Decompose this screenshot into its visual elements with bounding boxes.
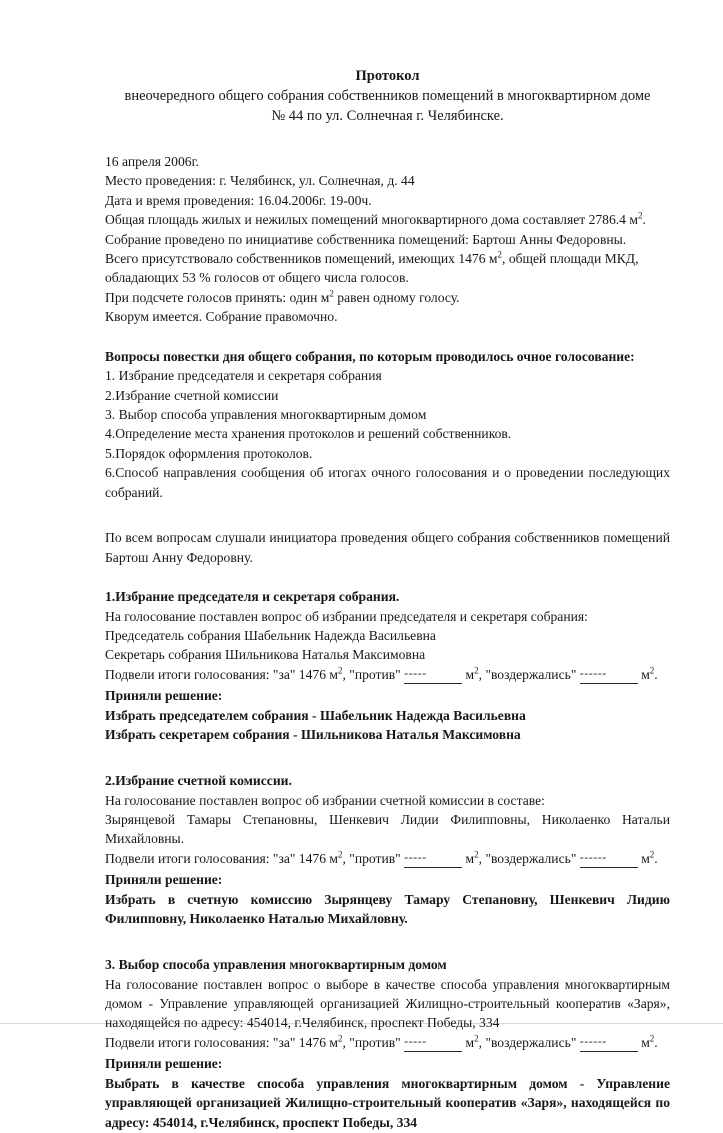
- total-area-suffix: .: [642, 212, 646, 228]
- unit-m: м: [641, 1034, 650, 1050]
- section-2-heading: 2.Избрание счетной комиссии.: [105, 772, 292, 788]
- section-3-heading: 3. Выбор способа управления многоквартирным домом: [105, 956, 447, 972]
- attendance-text-1: Всего присутствовало собственников помещений, имеющих 1476 м: [105, 251, 498, 267]
- section-3-decision-label: Приняли решение:: [105, 1056, 223, 1072]
- total-area: [105, 210, 670, 229]
- vote-rule: [105, 288, 670, 307]
- meeting-place: Место проведения: г. Челябинск, ул. Солнечная, д. 44: [105, 173, 415, 189]
- unit-m: м: [465, 666, 475, 682]
- quorum-line: Кворум имеется. Собрание правомочно.: [105, 309, 338, 325]
- section-3-question: На голосование поставлен вопрос о выборе в качестве способа управления многоквартирным домом - Управление управляющей организацией Жилищно-строительный кооператив «Заря», находящейся по адресу: 454014, г.Челябинск, проспект Победы, 334: [105, 976, 670, 1031]
- section-3-decision: Выбрать в качестве способа управления многоквартирным домом - Управление управляющей организацией Жилищно-строительный кооператив «Заря», находящейся по адресу: 454014, г.Челябинск, проспект Победы, 334: [105, 1075, 670, 1130]
- total-area-superscript: 2: [637, 210, 643, 221]
- vote-against-label: , "против": [342, 666, 401, 682]
- section-2-decision: Избрать в счетную комиссию Зырянцеву Тамару Степановну, Шенкевич Лидию Филипповну, Николаенко Наталью Михайловну.: [105, 891, 670, 927]
- unit-superscript: 2: [474, 1033, 479, 1044]
- section-1-vote-results: [105, 665, 670, 686]
- vote-superscript: 2: [338, 849, 343, 860]
- document-subtitle: [105, 86, 670, 126]
- attendance-line: [105, 249, 670, 268]
- vote-superscript: 2: [338, 665, 343, 676]
- section-2-question: На голосование поставлен вопрос об избрании счетной комиссии в составе:: [105, 792, 545, 808]
- vote-against-unit: [466, 1035, 479, 1050]
- initiator-line: Собрание проведено по инициативе собственника помещений: Бартош Анны Федоровны.: [105, 231, 627, 247]
- vote-abstained-label: , "воздержались": [478, 1034, 577, 1050]
- section-2-vote-results: [105, 849, 670, 870]
- agenda-item-4: 4.Определение места хранения протоколов и решений собственников.: [105, 426, 512, 442]
- unit-superscript: 2: [474, 849, 479, 860]
- vote-against-unit: [466, 667, 479, 682]
- vote-against-unit: [466, 851, 479, 866]
- spacer: [105, 327, 670, 347]
- section-1-decision-label: Приняли решение:: [105, 688, 223, 704]
- section-1-decision-2: Избрать секретарем собрания - Шильникова Наталья Максимовна: [105, 727, 521, 743]
- section-3-vote-results: [105, 1033, 670, 1054]
- page-title: Протокол: [355, 68, 420, 84]
- unit-superscript: 2: [649, 665, 655, 676]
- vote-rule-text-1: При подсчете голосов принять: один м: [105, 289, 330, 305]
- section-1-question: На голосование поставлен вопрос об избрании председателя и секретаря собрания:: [105, 608, 588, 624]
- vote-abstained-unit: [641, 1035, 658, 1050]
- document-body: [105, 66, 670, 1133]
- vote-prefix: Подвели итоги голосования: "за" 1476 м: [105, 666, 338, 682]
- vote-abstained-blank[interactable]: ------: [580, 664, 638, 684]
- spacer: [105, 126, 670, 152]
- vote-abstained-blank[interactable]: ------: [580, 848, 638, 868]
- section-1-decision-1: Избрать председателем собрания - Шабельник Надежда Васильевна: [105, 707, 526, 723]
- attendance-text-2: , общей площади МКД,: [502, 251, 639, 267]
- preamble-block: [105, 152, 670, 327]
- attendance-superscript: 2: [497, 249, 503, 260]
- agenda-item-2: 2.Избрание счетной комиссии: [105, 387, 279, 403]
- agenda-item-6: 6.Способ направления сообщения об итогах очного голосования и о проведении последующих собраний.: [105, 465, 670, 500]
- vote-abstained-blank[interactable]: ------: [580, 1032, 638, 1052]
- spacer: [105, 745, 670, 771]
- agenda-heading: Вопросы повестки дня общего собрания, по которым проводилось очное голосование:: [105, 348, 635, 364]
- section-2: [105, 771, 670, 929]
- unit-m: м: [641, 850, 650, 866]
- section-2-composition: Зырянцевой Тамары Степановны, Шенкевич Лидии Филипповны, Николаенко Натальи Михайловны.: [105, 811, 670, 847]
- vote-abstained-unit: [641, 667, 658, 682]
- section-2-decision-label: Приняли решение:: [105, 872, 223, 888]
- spacer: [105, 567, 670, 587]
- agenda-item-5: 5.Порядок оформления протоколов.: [105, 445, 313, 461]
- agenda-item-3: 3. Выбор способа управления многоквартирным домом: [105, 407, 427, 423]
- vote-against-blank[interactable]: -----: [404, 1032, 462, 1052]
- total-area-text: Общая площадь жилых и нежилых помещений многоквартирного дома составляет 2786.4 м: [105, 212, 638, 228]
- section-1-chairman: Председатель собрания Шабельник Надежда Васильевна: [105, 627, 436, 643]
- document-subtitle-line1: внеочередного общего собрания собственников помещений в многоквартирном доме: [124, 88, 651, 104]
- vote-abstained-label: , "воздержались": [478, 850, 577, 866]
- title-block: [105, 66, 670, 126]
- vote-against-blank[interactable]: -----: [404, 848, 462, 868]
- unit-superscript: 2: [649, 849, 655, 860]
- unit-superscript: 2: [474, 665, 479, 676]
- vote-against-label: , "против": [342, 850, 401, 866]
- unit-m: м: [641, 666, 650, 682]
- section-1-secretary: Секретарь собрания Шильникова Наталья Максимовна: [105, 647, 426, 663]
- unit-period: .: [654, 850, 658, 866]
- agenda-item-1: 1. Избрание председателя и секретаря собрания: [105, 368, 382, 384]
- unit-m: м: [465, 1034, 475, 1050]
- attendance-percent: обладающих 53 % голосов от общего числа голосов.: [105, 270, 409, 286]
- meeting-date: 16 апреля 2006г.: [105, 154, 200, 169]
- spacer: [105, 929, 670, 955]
- vote-abstained-label: , "воздержались": [478, 666, 577, 682]
- vote-rule-text-2: равен одному голосу.: [333, 289, 460, 305]
- agenda-block: [105, 347, 670, 502]
- document-subtitle-line2: № 44 по ул. Солнечная г. Челябинске.: [271, 108, 504, 124]
- vote-abstained-unit: [641, 851, 658, 866]
- vote-against-label: , "против": [342, 1034, 401, 1050]
- unit-period: .: [654, 666, 658, 682]
- meeting-datetime: Дата и время проведения: 16.04.2006г. 19-00ч.: [105, 192, 372, 208]
- unit-superscript: 2: [649, 1033, 655, 1044]
- vote-against-blank[interactable]: -----: [404, 664, 462, 684]
- vote-prefix: Подвели итоги голосования: "за" 1476 м: [105, 850, 338, 866]
- unit-m: м: [465, 850, 475, 866]
- section-1: [105, 587, 670, 745]
- section-1-heading: 1.Избрание председателя и секретаря собрания.: [105, 588, 400, 604]
- section-3: [105, 955, 670, 1133]
- vote-rule-superscript: 2: [329, 288, 334, 299]
- spacer: [105, 502, 670, 528]
- listened-paragraph: По всем вопросам слушали инициатора проведения общего собрания собственников помещений Бартош Анну Федоровну.: [105, 530, 670, 565]
- vote-prefix: Подвели итоги голосования: "за" 1476 м: [105, 1034, 338, 1050]
- vote-superscript: 2: [338, 1033, 343, 1044]
- unit-period: .: [654, 1034, 658, 1050]
